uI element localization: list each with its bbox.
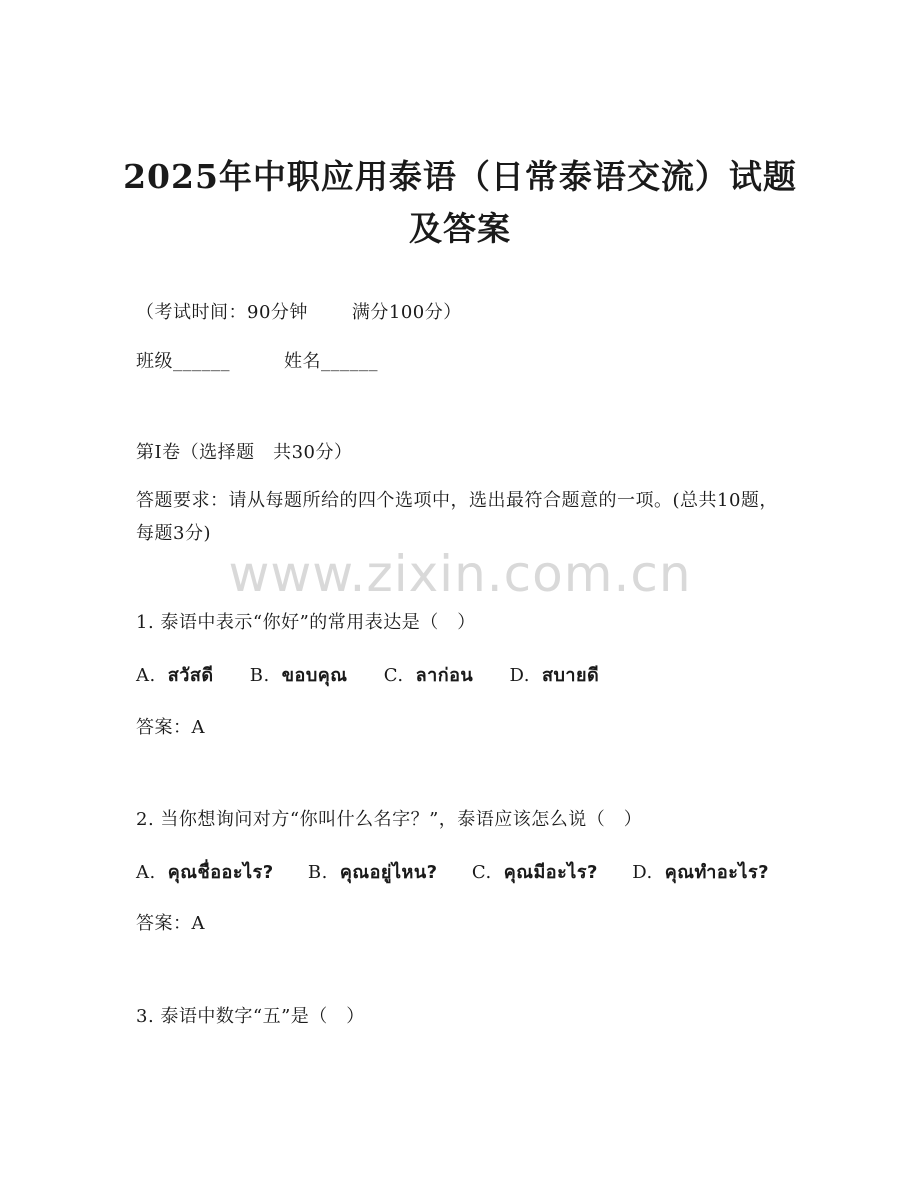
student-info bbox=[136, 348, 378, 376]
section-instructions: 答题要求：请从每题所给的四个选项中，选出最符合题意的一项。(总共10题，每题3分) bbox=[136, 490, 778, 544]
option-b: B. คุณอยู่ไหน? bbox=[307, 862, 438, 883]
document-title-line-2: 及答案 bbox=[409, 209, 511, 248]
option-d: D. คุณทำอะไร? bbox=[632, 862, 770, 883]
question-3-stem: 3. 泰语中数字“五”是（ ） bbox=[136, 1006, 365, 1027]
document-title-line-1: 2025年中职应用泰语（日常泰语交流）试题 bbox=[123, 157, 797, 196]
option-c: C. ลาก่อน bbox=[383, 665, 474, 686]
name-field: 姓名______ bbox=[284, 351, 378, 372]
option-b: B. ขอบคุณ bbox=[249, 665, 348, 686]
question-2-stem: 2. 当你想询问对方“你叫什么名字？”，泰语应该怎么说（ ） bbox=[136, 809, 643, 830]
question-1-options bbox=[136, 662, 629, 690]
class-field: 班级______ bbox=[136, 351, 230, 372]
question-1-stem: 1. 泰语中表示“你好”的常用表达是（ ） bbox=[136, 612, 476, 633]
question-1-answer: 答案：A bbox=[136, 717, 205, 738]
option-d: D. สบายดี bbox=[509, 665, 600, 686]
watermark: www.zixin.com.cn bbox=[228, 545, 692, 603]
exam-time: （考试时间：90分钟 bbox=[136, 302, 308, 323]
option-c: C. คุณมีอะไร? bbox=[471, 862, 598, 883]
section-heading: 第I卷（选择题 共30分） bbox=[136, 442, 353, 463]
option-a: A. สวัสดี bbox=[136, 665, 214, 686]
exam-score: 满分100分） bbox=[351, 302, 462, 323]
question-2-options bbox=[136, 859, 769, 887]
option-a: A. คุณชื่ออะไร? bbox=[136, 862, 274, 883]
exam-info bbox=[136, 299, 462, 327]
question-2-answer: 答案：A bbox=[136, 913, 205, 934]
